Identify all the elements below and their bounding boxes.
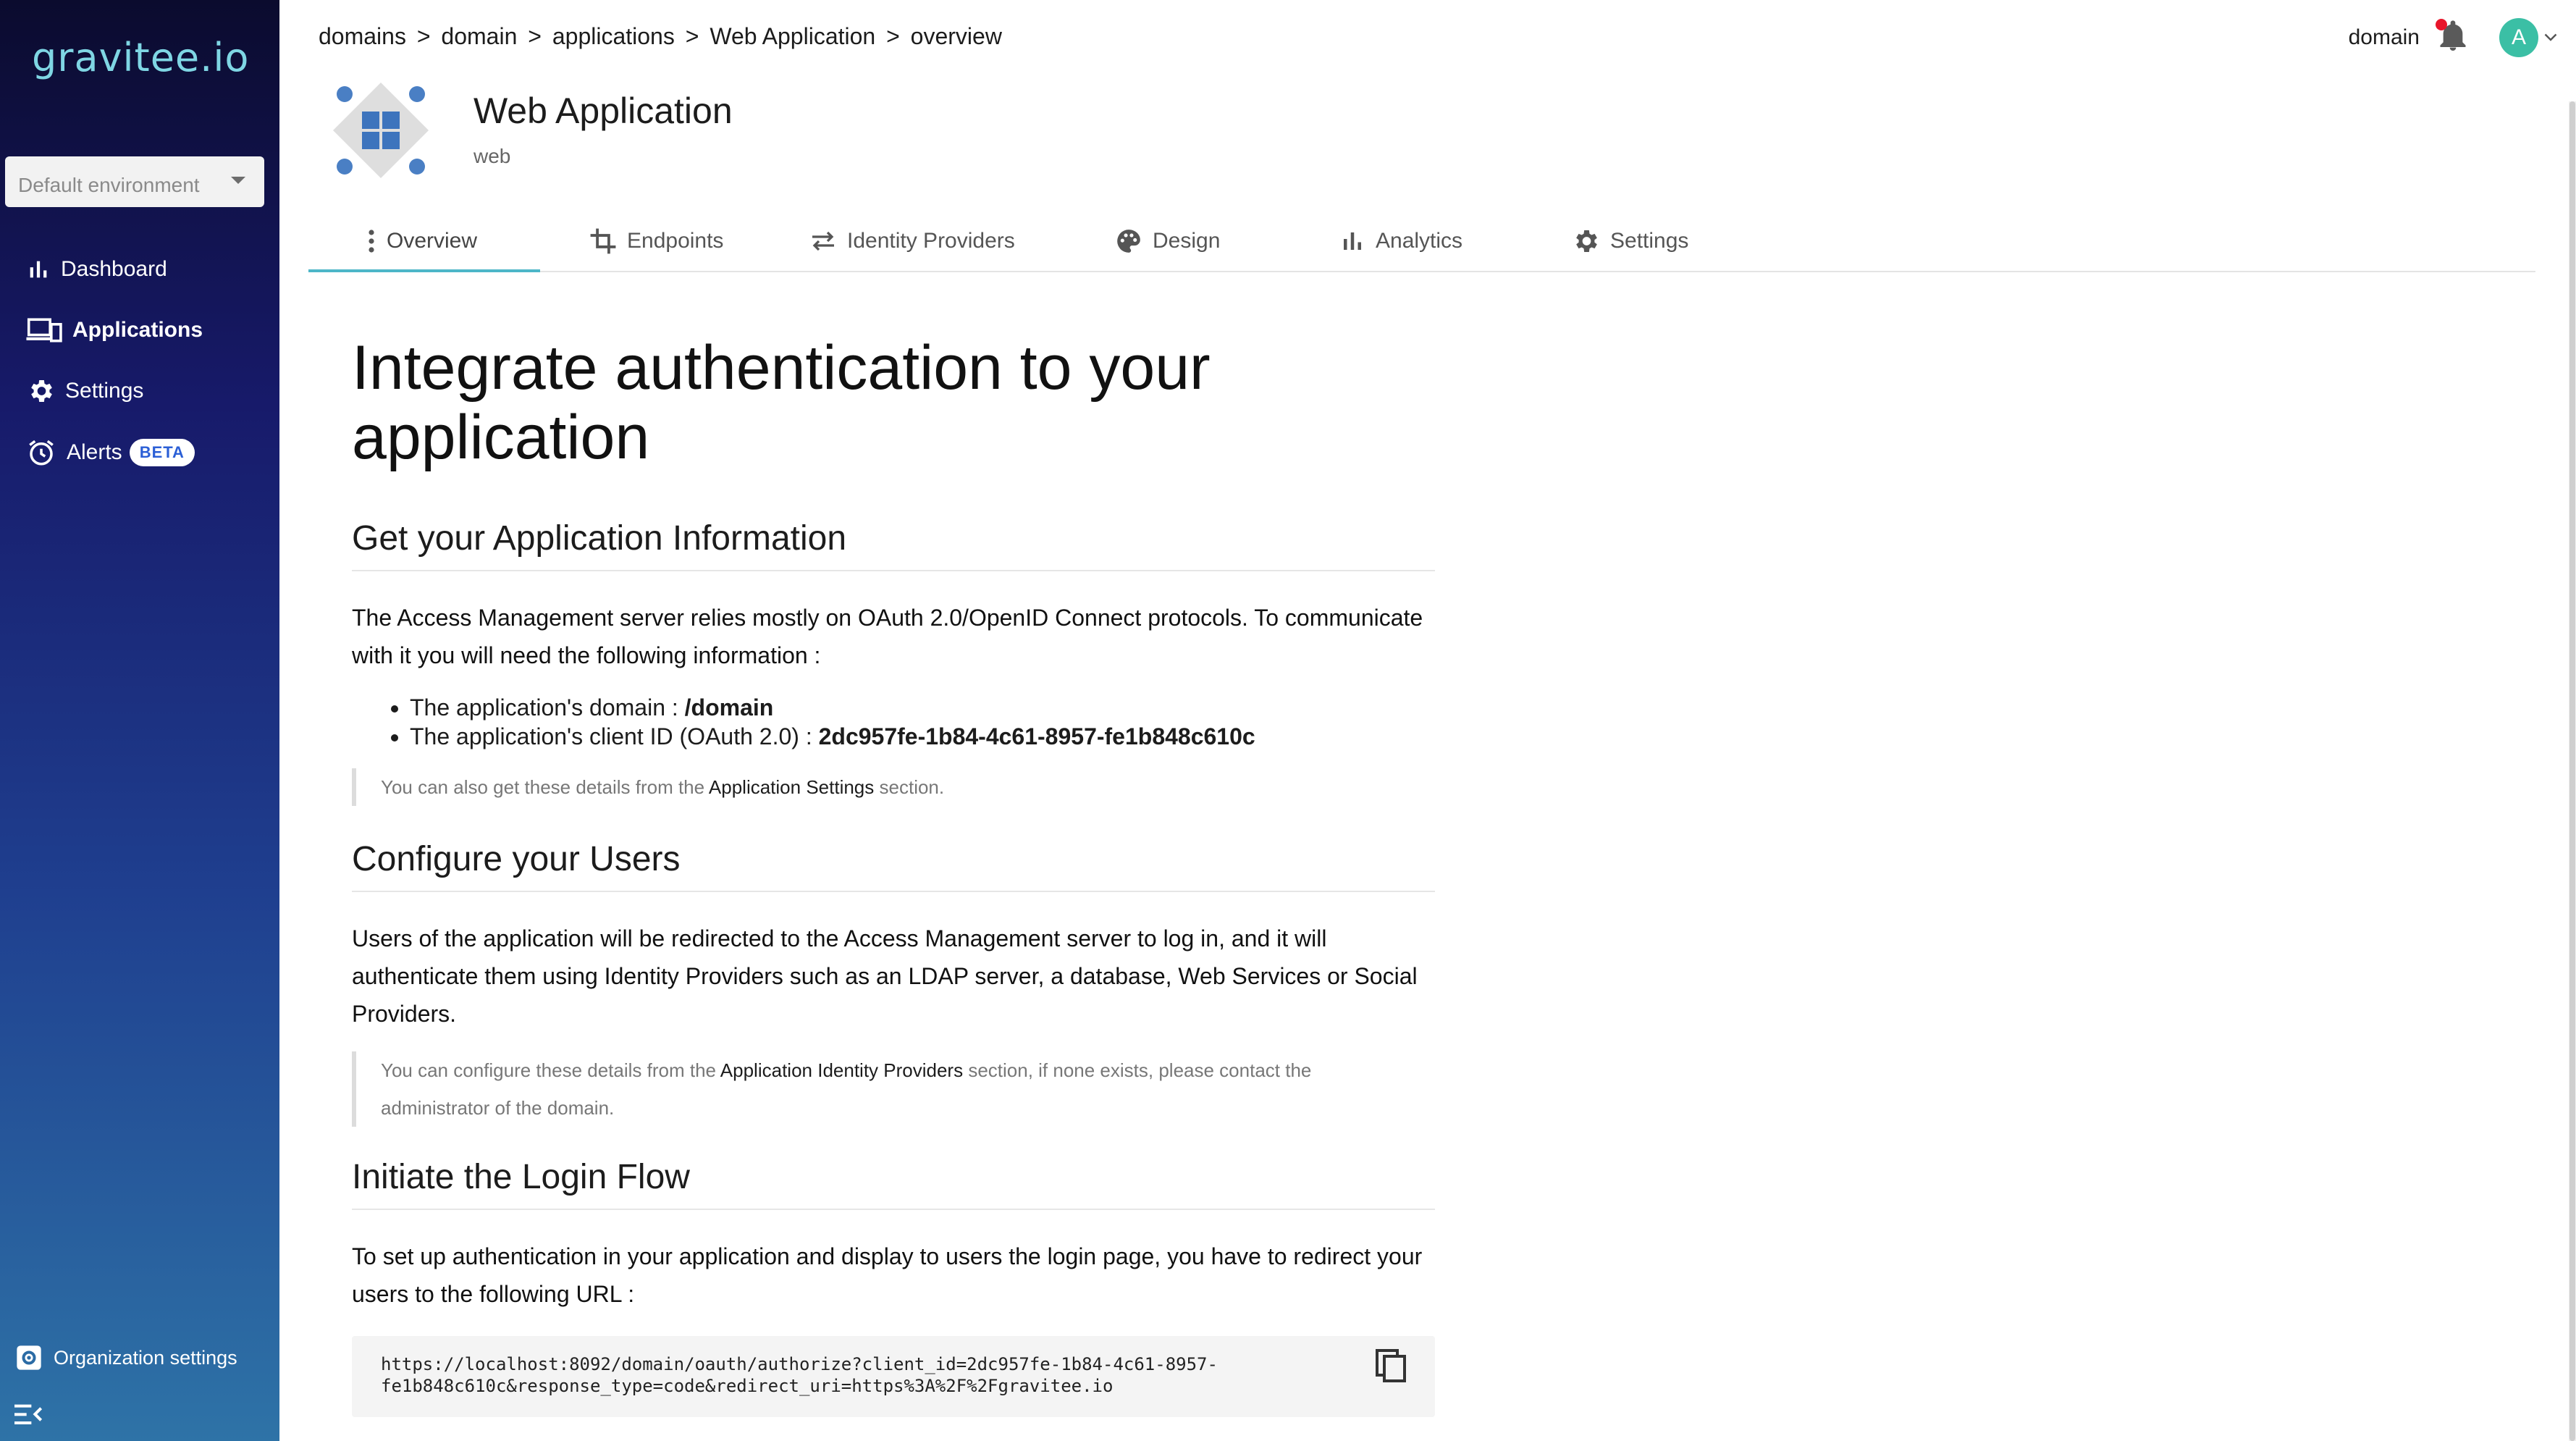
breadcrumb — [319, 23, 1006, 50]
application-title: Web Application — [473, 91, 733, 131]
note-text: You can also get these details from the — [381, 776, 709, 798]
breadcrumb-web-application[interactable]: Web Application — [710, 23, 876, 49]
avatar[interactable]: A — [2499, 18, 2538, 57]
info-note — [352, 1051, 1365, 1127]
tab-label: Analytics — [1376, 229, 1463, 253]
page-scrollbar[interactable] — [2569, 101, 2576, 1441]
domain-value: /domain — [684, 694, 774, 720]
devices-icon — [26, 317, 62, 343]
application-tabs — [308, 210, 2535, 272]
organization-settings-link[interactable] — [14, 1343, 237, 1372]
breadcrumb-separator: > — [528, 23, 542, 49]
application-settings-link[interactable]: Application Settings — [708, 776, 875, 798]
application-type: web — [473, 145, 511, 167]
dots-vertical-icon — [366, 228, 376, 254]
section-paragraph: The Access Management server relies mostly on OAuth 2.0/OpenID Connect protocols. To communicate with it you will need the following information : — [352, 605, 1423, 668]
crop-icon — [589, 227, 617, 255]
breadcrumb-separator: > — [886, 23, 900, 49]
identity-providers-link[interactable]: Application Identity Providers — [720, 1059, 964, 1081]
scrollbar-thumb[interactable] — [2569, 101, 2575, 1441]
gravitee-logo[interactable]: gravitee.io — [32, 35, 250, 80]
chevron-down-icon — [231, 177, 245, 184]
sidebar-item-label: Settings — [65, 379, 144, 403]
note-text: section. — [874, 776, 945, 798]
tab-label: Overview — [387, 229, 478, 253]
list-item — [410, 693, 1435, 722]
authorize-url-line[interactable]: fe1b848c610c&response_type=code&redirect_uri=https%3A%2F%2Fgravitee.io — [381, 1376, 1114, 1396]
tab-design[interactable] — [1115, 210, 1220, 272]
tab-endpoints[interactable] — [589, 210, 723, 272]
section-title-application-info: Get your Application Information — [352, 518, 1435, 571]
topbar-actions — [2349, 17, 2557, 58]
breadcrumb-domains[interactable]: domains — [319, 23, 406, 49]
breadcrumb-separator: > — [416, 23, 431, 49]
settings-box-icon — [14, 1343, 43, 1372]
bar-chart-icon — [1339, 228, 1365, 254]
application-icon — [330, 80, 432, 185]
bar-chart-icon — [26, 257, 51, 282]
palette-icon — [1115, 227, 1142, 255]
tab-label: Settings — [1610, 229, 1689, 253]
list-item-label: The application's domain : — [410, 694, 685, 720]
tab-analytics[interactable] — [1339, 210, 1462, 272]
tab-overview[interactable] — [366, 210, 477, 272]
breadcrumb-applications[interactable]: applications — [552, 23, 675, 49]
copy-icon — [1376, 1349, 1407, 1384]
active-tab-indicator — [308, 269, 540, 272]
list-item — [410, 722, 1435, 751]
sidebar-item-alerts[interactable] — [26, 434, 195, 471]
sidebar — [0, 0, 279, 1441]
client-id-value: 2dc957fe-1b84-4c61-8957-fe1b848c610c — [818, 723, 1255, 749]
note-text: section, if none exists, please contact the administrator of the domain. — [381, 1059, 1312, 1119]
organization-settings-label: Organization settings — [54, 1346, 237, 1369]
gear-icon — [1571, 227, 1600, 256]
chevron-down-icon[interactable] — [2544, 33, 2557, 42]
info-note — [352, 768, 1435, 806]
tab-settings[interactable] — [1571, 210, 1688, 272]
breadcrumb-separator: > — [685, 23, 699, 49]
tab-identity-providers[interactable] — [809, 210, 1015, 272]
collapse-sidebar-button[interactable] — [14, 1402, 43, 1430]
tab-label: Design — [1153, 229, 1221, 253]
section-title-configure-users: Configure your Users — [352, 839, 1435, 892]
alarm-icon — [26, 437, 56, 468]
breadcrumb-overview: overview — [910, 23, 1002, 49]
tab-label: Endpoints — [627, 229, 724, 253]
overview-content — [352, 333, 1435, 1417]
sidebar-item-dashboard[interactable] — [26, 251, 167, 287]
section-paragraph: To set up authentication in your application and display to users the login page, you have to redirect your users to the following URL : — [352, 1243, 1423, 1307]
breadcrumb-domain[interactable]: domain — [441, 23, 518, 49]
list-item-label: The application's client ID (OAuth 2.0) : — [410, 723, 819, 749]
sidebar-item-label: Dashboard — [61, 257, 167, 281]
section-paragraph: Users of the application will be redirected to the Access Management server to log in, and it will authenticate them using Identity Providers such as an LDAP server, a database, Web Services or Social Providers. — [352, 925, 1418, 1027]
copy-button[interactable] — [1376, 1349, 1407, 1389]
note-text: You can configure these details from the — [381, 1059, 720, 1081]
swap-arrows-icon — [809, 230, 837, 252]
beta-badge: BETA — [130, 439, 195, 466]
tab-label: Identity Providers — [847, 229, 1015, 253]
notification-dot — [2436, 19, 2447, 30]
section-title-login-flow: Initiate the Login Flow — [352, 1157, 1435, 1210]
current-domain-label[interactable]: domain — [2348, 25, 2420, 49]
application-info-list — [410, 693, 1435, 751]
sidebar-item-label: Applications — [72, 318, 203, 342]
environment-select-value: Default environment — [18, 174, 200, 196]
sidebar-item-settings[interactable] — [26, 373, 143, 409]
sidebar-item-applications[interactable] — [26, 312, 203, 348]
page-title: Integrate authentication to your application — [352, 333, 1211, 472]
environment-select[interactable] — [5, 156, 264, 207]
authorize-url-line[interactable]: https://localhost:8092/domain/oauth/authorize?client_id=2dc957fe-1b84-4c61-8957- — [381, 1354, 1218, 1374]
notifications-button[interactable] — [2438, 20, 2467, 56]
menu-collapse-icon — [14, 1402, 43, 1427]
authorize-url-box — [352, 1336, 1435, 1417]
sidebar-item-label: Alerts — [67, 440, 122, 464]
gear-icon — [26, 377, 55, 406]
